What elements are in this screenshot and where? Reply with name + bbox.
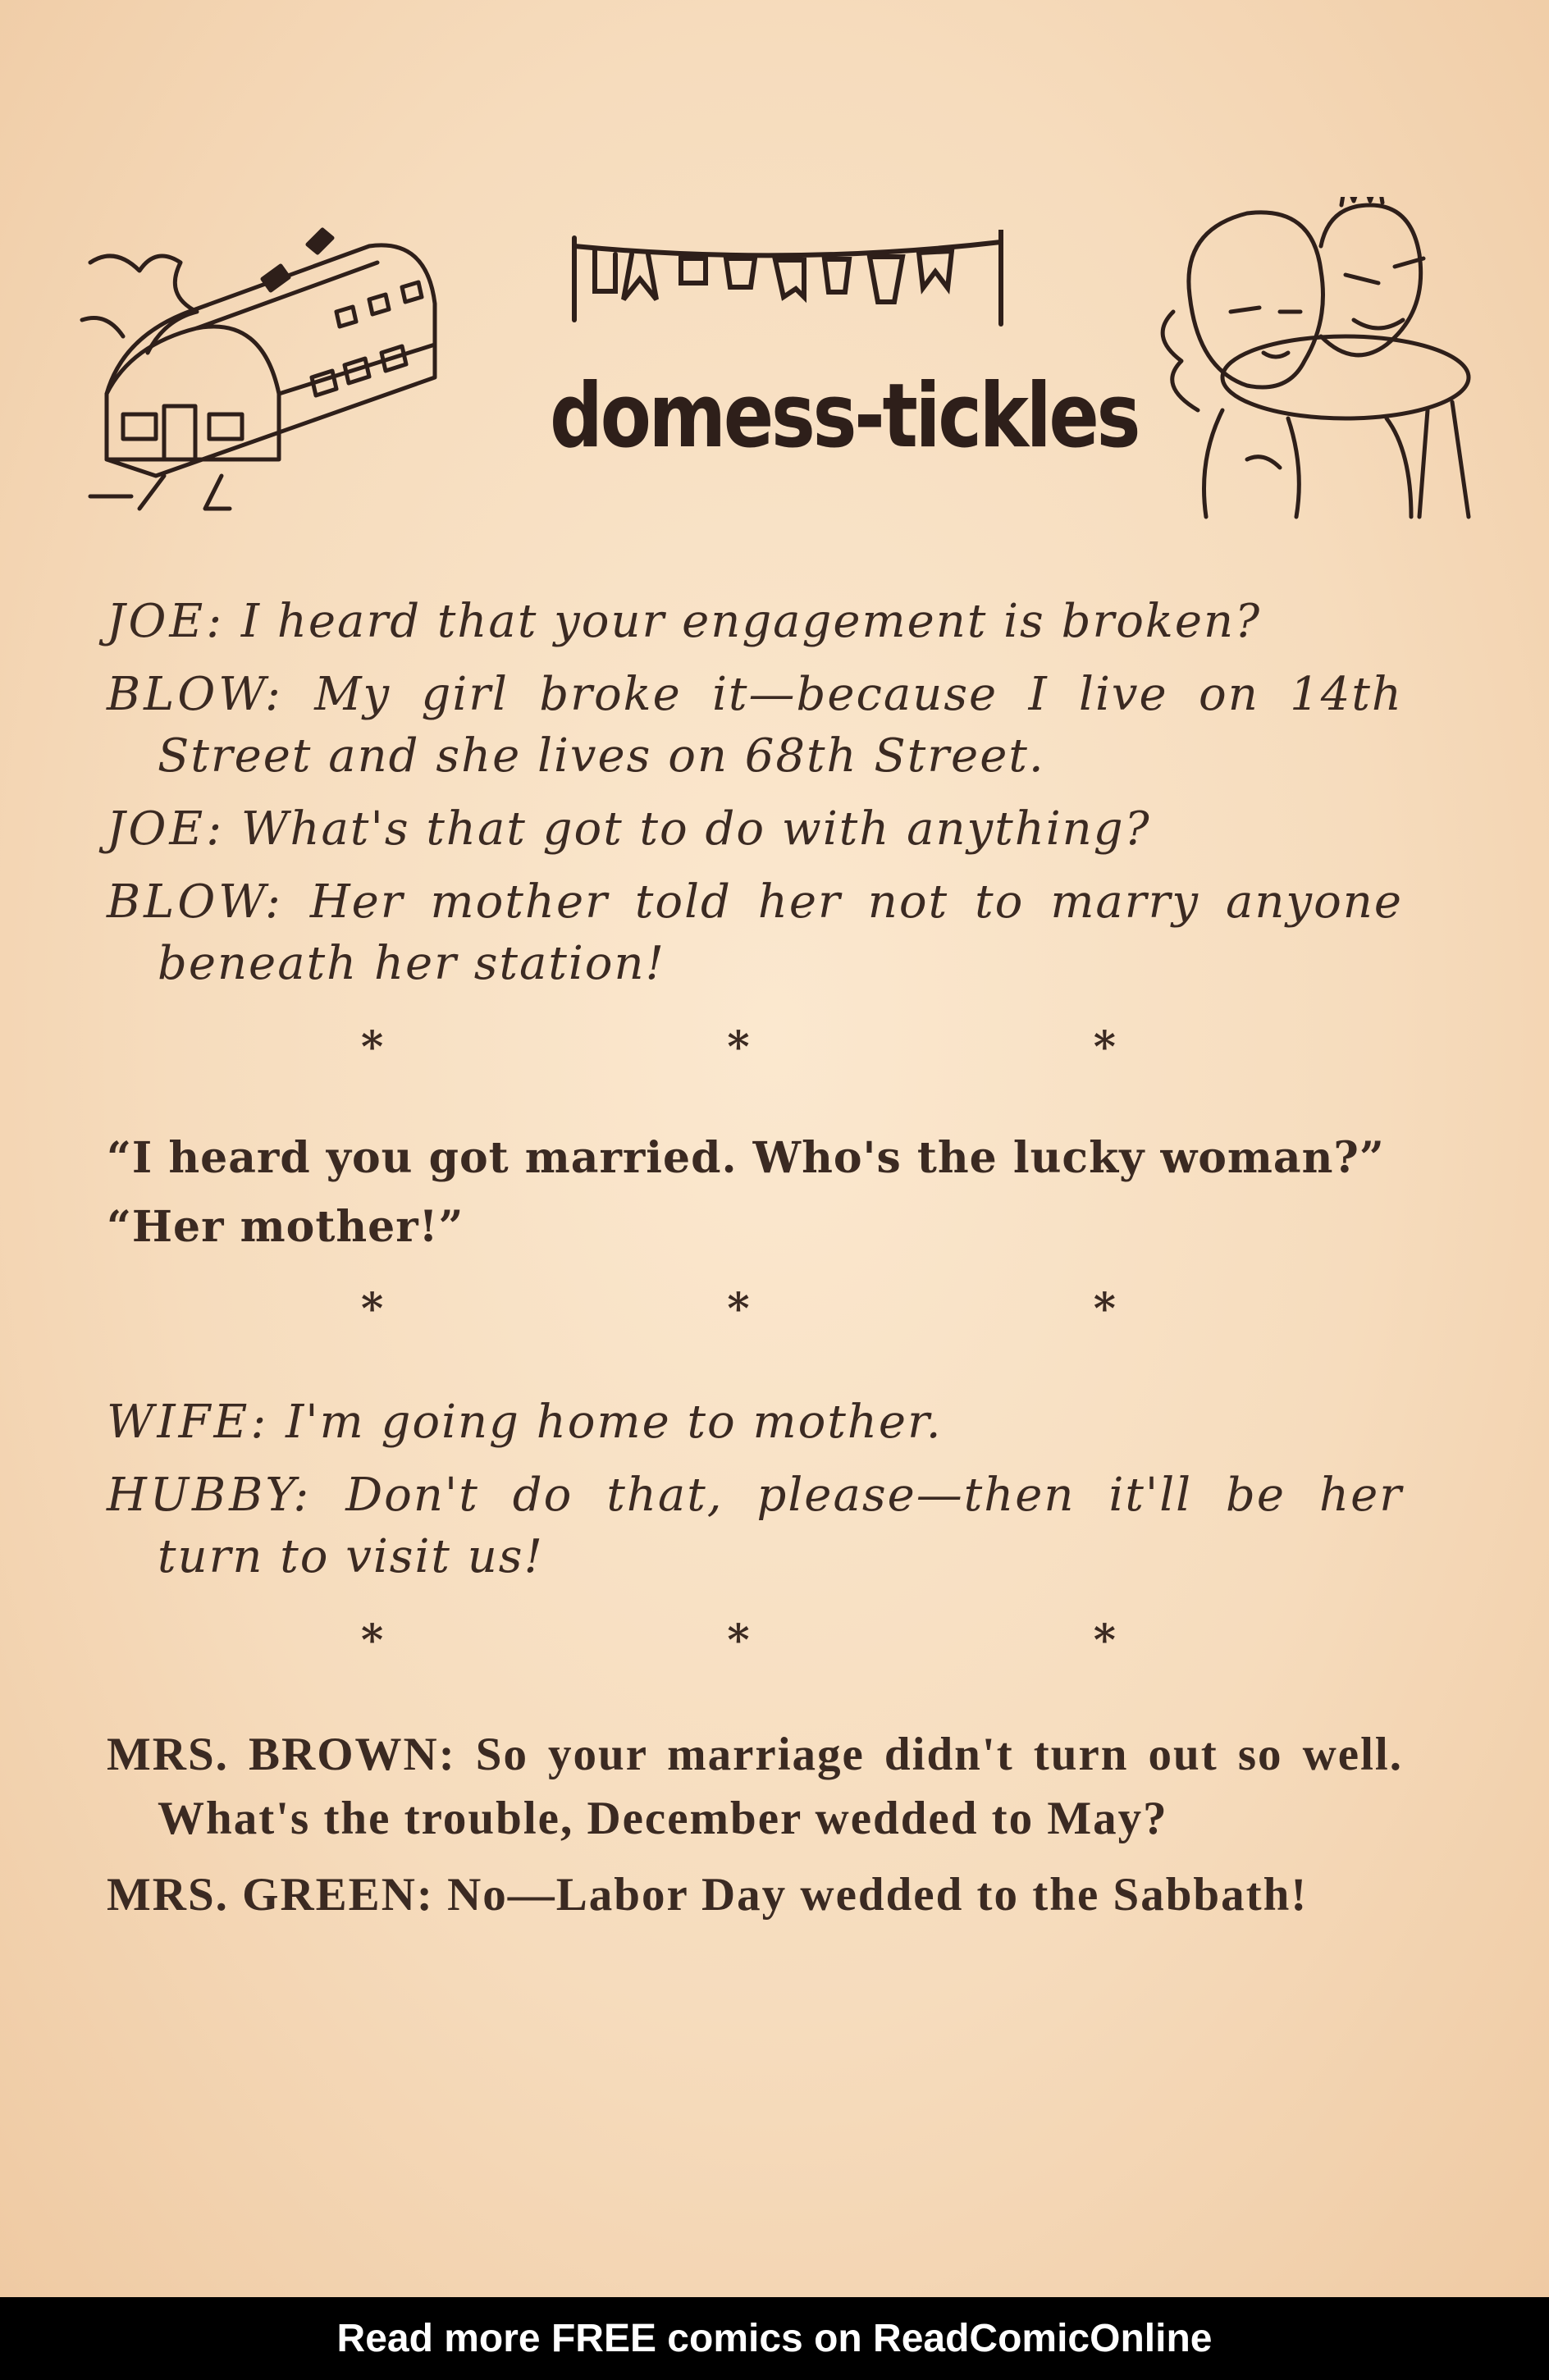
joke-brown-green (107, 1723, 1403, 1928)
dialogue-text: No—Labor Day wedded to the Sabbath! (447, 1868, 1309, 1921)
joke-lucky-woman (107, 1130, 1403, 1255)
dialogue-line (107, 1863, 1403, 1928)
speaker-label: BLOW: (107, 875, 284, 930)
dialogue-line (107, 591, 1403, 652)
dialogue-line (107, 1723, 1403, 1852)
speaker-label: JOE: (107, 802, 226, 857)
dialogue-line (107, 1199, 1403, 1256)
couple-illustration-icon (1140, 197, 1485, 525)
dialogue-line (107, 664, 1403, 787)
page-header (74, 197, 1485, 541)
speaker-label: MRS. GREEN: (107, 1868, 434, 1921)
asterisk: * (1093, 1615, 1116, 1665)
separator (361, 1022, 1116, 1072)
asterisk: * (727, 1615, 750, 1665)
speaker-label: BLOW: (107, 668, 284, 722)
dialogue-text: I'm going home to mother. (286, 1395, 943, 1449)
dialogue-text: “I heard you got married. Who's the lucky woman?” (107, 1133, 1385, 1184)
dialogue-text: What's that got to do with anything? (240, 802, 1151, 857)
speaker-label: WIFE: (107, 1395, 270, 1449)
dialogue-text: So your marriage didn't turn out so well. What's the trouble, December wedded to May? (158, 1728, 1403, 1845)
separator (361, 1615, 1116, 1665)
dialogue-text: “Her mother!” (107, 1201, 464, 1252)
dialogue-line (107, 1391, 1403, 1453)
asterisk: * (1093, 1022, 1116, 1073)
joke-joe-blow (107, 591, 1403, 994)
joke-wife-hubby (107, 1391, 1403, 1587)
promo-footer-banner[interactable] (0, 2297, 1549, 2380)
dialogue-line (107, 1130, 1403, 1187)
page-title: domess-tickles (550, 365, 1139, 468)
dialogue-line (107, 798, 1403, 860)
dialogue-line (107, 1464, 1403, 1587)
separator (361, 1284, 1116, 1334)
speaker-label: HUBBY: (107, 1468, 313, 1522)
asterisk: * (727, 1022, 750, 1073)
clothesline-icon (558, 230, 1017, 328)
dialogue-text: I heard that your engagement is broken? (240, 595, 1262, 648)
title-block (468, 197, 1139, 525)
speaker-label: MRS. BROWN: (107, 1728, 456, 1780)
asterisk: * (361, 1022, 384, 1073)
dialogue-text: Her mother told her not to marry anyone beneath her station! (158, 875, 1403, 991)
speaker-label: JOE: (107, 595, 226, 648)
asterisk: * (1093, 1283, 1116, 1334)
jokes-content (107, 591, 1403, 1939)
asterisk: * (361, 1615, 384, 1665)
dialogue-line (107, 871, 1403, 994)
asterisk: * (727, 1283, 750, 1334)
quonset-house-icon (74, 213, 459, 525)
asterisk: * (361, 1283, 384, 1334)
footer-text[interactable]: Read more FREE comics on ReadComicOnline (336, 2317, 1213, 2360)
dialogue-text: My girl broke it—because I live on 14th Street and she lives on 68th Street. (158, 668, 1403, 783)
dialogue-text: Don't do that, please—then it'll be her turn to visit us! (158, 1468, 1403, 1583)
